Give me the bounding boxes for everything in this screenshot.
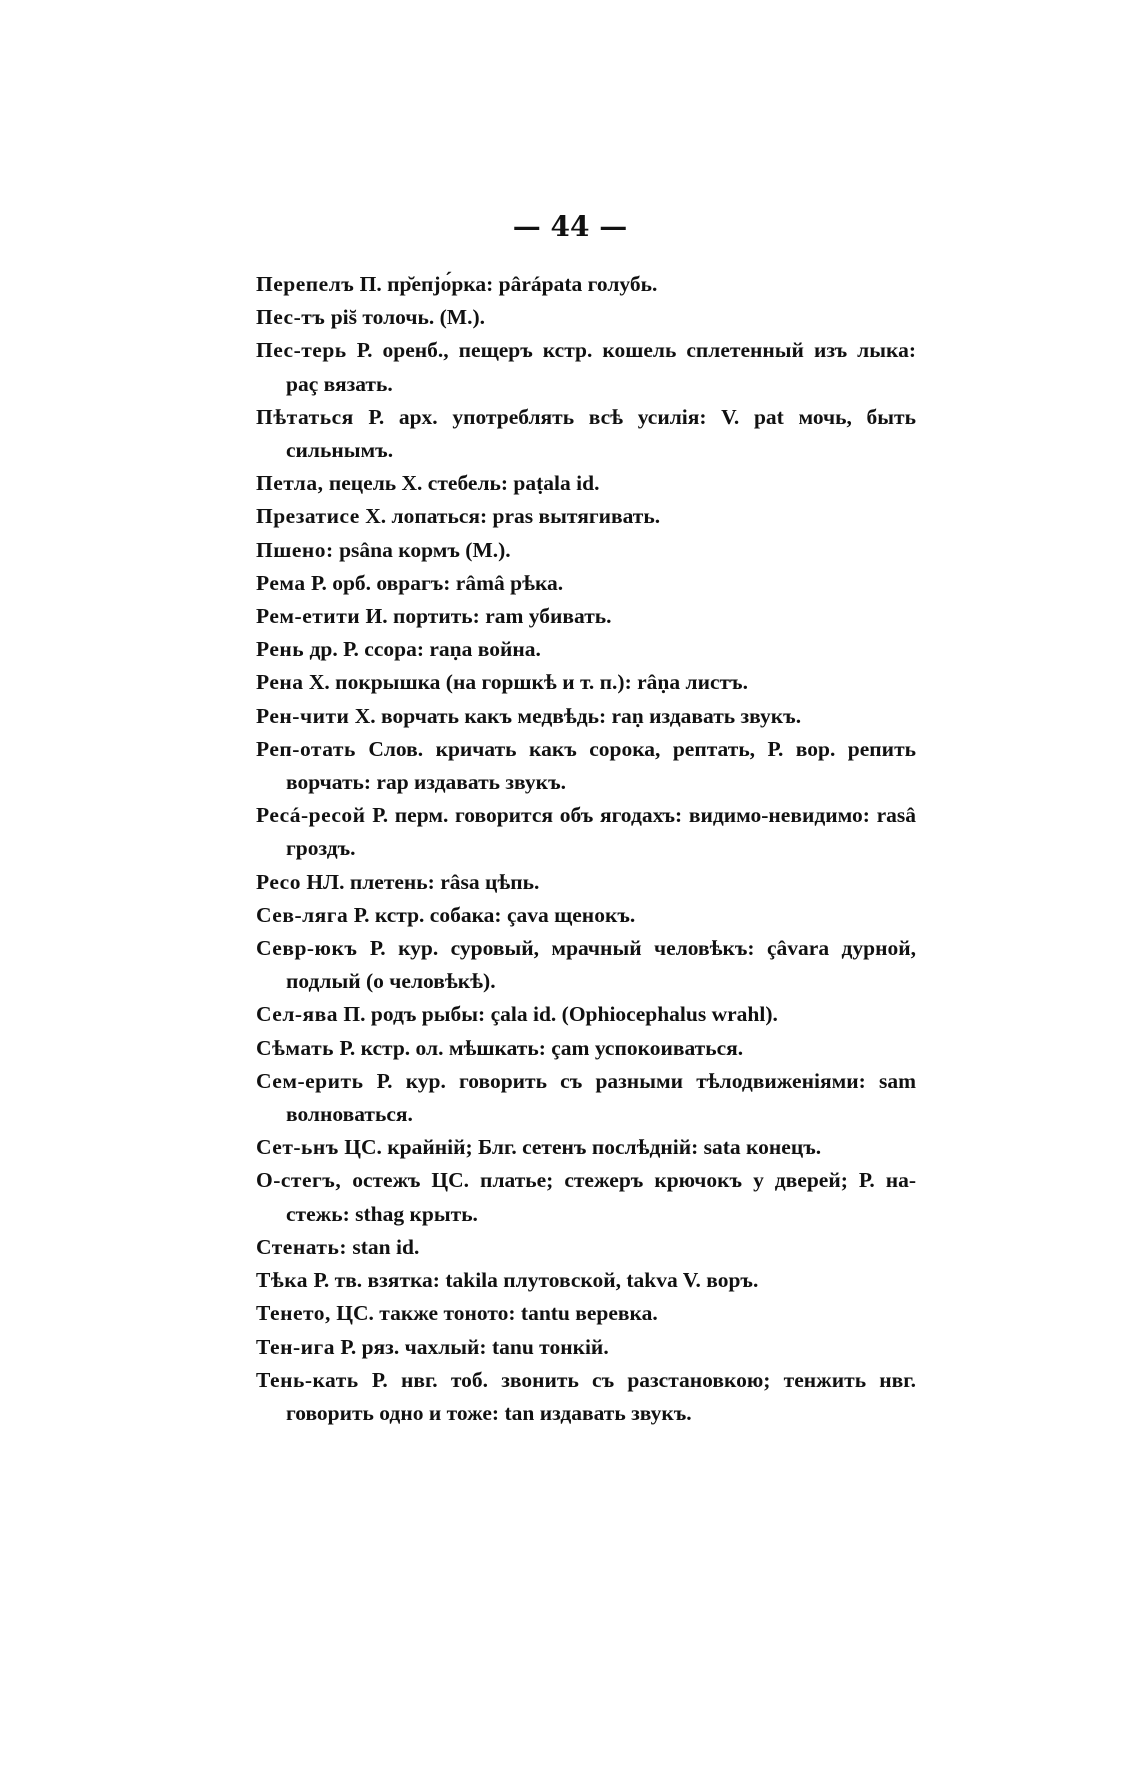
dictionary-entry xyxy=(256,334,916,400)
entry-headword: Пшено: xyxy=(256,537,334,562)
entry-headword: Сел-ява xyxy=(256,1002,339,1027)
entry-text: ЦС. также тоното: tantu веревка. xyxy=(336,1301,658,1326)
page-number: — 44 — xyxy=(512,210,628,243)
dictionary-entry xyxy=(256,1065,916,1131)
entry-headword: Севр-юкъ xyxy=(256,936,358,961)
entry-headword: Рема xyxy=(256,570,306,595)
entry-headword: Сет-ьнъ xyxy=(256,1135,339,1160)
entry-text: Х. ворчать какъ медвѣдь: raṇ издавать звукъ. xyxy=(354,703,802,728)
dictionary-entry xyxy=(256,1331,916,1364)
entry-text: П. родъ рыбы: çala id. (Ophiocephalus wrahl). xyxy=(343,1002,778,1027)
dictionary-entry xyxy=(256,932,916,998)
dictionary-entry xyxy=(256,998,916,1031)
dictionary-entry xyxy=(256,1131,916,1164)
entry-headword: Сев-ляга xyxy=(256,902,349,927)
entry-headword: Пес-тъ xyxy=(256,305,326,330)
dictionary-entry xyxy=(256,899,916,932)
entry-headword: Рень xyxy=(256,637,305,662)
entry-headword: Ресá-ресой xyxy=(256,803,366,828)
entry-text: Р. орб. оврагъ: râmâ рѣка. xyxy=(311,570,564,595)
dictionary-entry xyxy=(256,301,916,334)
entry-headword: Тенето, xyxy=(256,1301,331,1326)
entry-text: Р. кстр. собака: çava щенокъ. xyxy=(353,902,636,927)
entry-headword: Рен-чити xyxy=(256,703,350,728)
entry-text: П. пр̆епjо́рка: pâráрata голубь. xyxy=(359,272,658,296)
entry-headword: Стенать: xyxy=(256,1234,348,1259)
entry-headword: Тѣка xyxy=(256,1268,309,1293)
dictionary-entry xyxy=(256,700,916,733)
dictionary-entry xyxy=(256,1032,916,1065)
dictionary-entry xyxy=(256,633,916,666)
entry-headword: Реп-отать xyxy=(256,736,356,761)
entry-text: stan id. xyxy=(352,1234,420,1259)
entry-text: Р. ряз. чахлый: tanu тонкій. xyxy=(340,1334,609,1359)
entry-headword: О-стегъ, xyxy=(256,1168,342,1193)
entry-headword: Презатисе xyxy=(256,504,360,529)
entry-headword: Рена xyxy=(256,670,304,695)
dictionary-entry xyxy=(256,500,916,533)
entry-text: ЦС. крайній; Блг. сетенъ послѣдній: sata конецъ. xyxy=(344,1135,822,1160)
entry-text: Р. нвг. тоб. звонить съ разстановкою; тенжить нвг. говорить одно и тоже: tan издавать звукъ. xyxy=(286,1367,917,1425)
entry-text: др. Р. ссора: raṇa война. xyxy=(309,637,541,662)
dictionary-entry xyxy=(256,1297,916,1330)
entry-text: И. портить: ram убивать. xyxy=(365,604,612,629)
entry-headword: Сѣмать xyxy=(256,1035,335,1060)
dictionary-entry xyxy=(256,600,916,633)
dictionary-entry xyxy=(256,1264,916,1297)
dictionary-entries xyxy=(256,268,916,1430)
entry-text: Х. лопаться: pras вытягивать. xyxy=(365,504,661,529)
dictionary-entry xyxy=(256,1364,916,1430)
entry-text: pis̆ толочь. (М.). xyxy=(330,305,485,330)
dictionary-entry xyxy=(256,268,916,301)
dictionary-entry xyxy=(256,567,916,600)
entry-headword: Пес-терь xyxy=(256,338,347,363)
entry-headword: Ресо xyxy=(256,869,301,894)
entry-text: Р. перм. говорится объ ягодахъ: видимо-невидимо: rasâ гроздъ. xyxy=(286,803,916,861)
dictionary-entry xyxy=(256,1231,916,1264)
entry-headword: Сем-ерить xyxy=(256,1068,364,1093)
entry-headword: Рем-етити xyxy=(256,604,361,629)
dictionary-entry xyxy=(256,467,916,500)
entry-text: Слов. кричать какъ сорока, рептать, Р. вор. репить ворчать: rap издавать звукъ. xyxy=(286,736,917,795)
dictionary-entry xyxy=(256,866,916,899)
dictionary-entry xyxy=(256,733,916,799)
dictionary-entry xyxy=(256,401,916,467)
entry-text: Р. кур. суровый, мрачный человѣкъ: çâvara дурной, подлый (о человѣкѣ). xyxy=(286,936,916,994)
entry-text: остежъ ЦС. платье; стежеръ крючокъ у дверей; Р. на-стежь: sthag крыть. xyxy=(286,1168,916,1226)
entry-headword: Пѣтаться xyxy=(256,404,354,429)
entry-headword: Петла, xyxy=(256,471,324,496)
entry-text: Р. кур. говорить съ разными тѣлодвиженіями: sam волноваться. xyxy=(286,1068,917,1127)
dictionary-entry xyxy=(256,799,916,865)
entry-headword: Тен-ига xyxy=(256,1334,336,1359)
entry-text: psâna кормъ (М.). xyxy=(339,537,511,562)
entry-text: Р. арх. употреблять всѣ усилія: V. pat мочь, быть сильнымъ. xyxy=(286,404,916,463)
entry-text: НЛ. плетень: râsa цѣпь. xyxy=(306,869,540,894)
entry-text: Р. кстр. ол. мѣшкать: çam успокоиваться. xyxy=(339,1035,744,1060)
dictionary-entry xyxy=(256,534,916,567)
entry-text: Х. покрышка (на горшкѣ и т. п.): râṇa листъ. xyxy=(308,670,748,695)
entry-headword: Перепелъ xyxy=(256,272,355,296)
dictionary-entry xyxy=(256,666,916,699)
entry-text: Р. тв. взятка: takila плутовской, takva V. воръ. xyxy=(313,1268,759,1293)
entry-text: пецель Х. стебель: paṭala id. xyxy=(328,471,600,496)
entry-text: Р. оренб., пещеръ кстр. кошель сплетенный изъ лыка: paç вязать. xyxy=(286,338,916,396)
dictionary-entry xyxy=(256,1164,916,1230)
entry-headword: Тень-кать xyxy=(256,1367,359,1392)
